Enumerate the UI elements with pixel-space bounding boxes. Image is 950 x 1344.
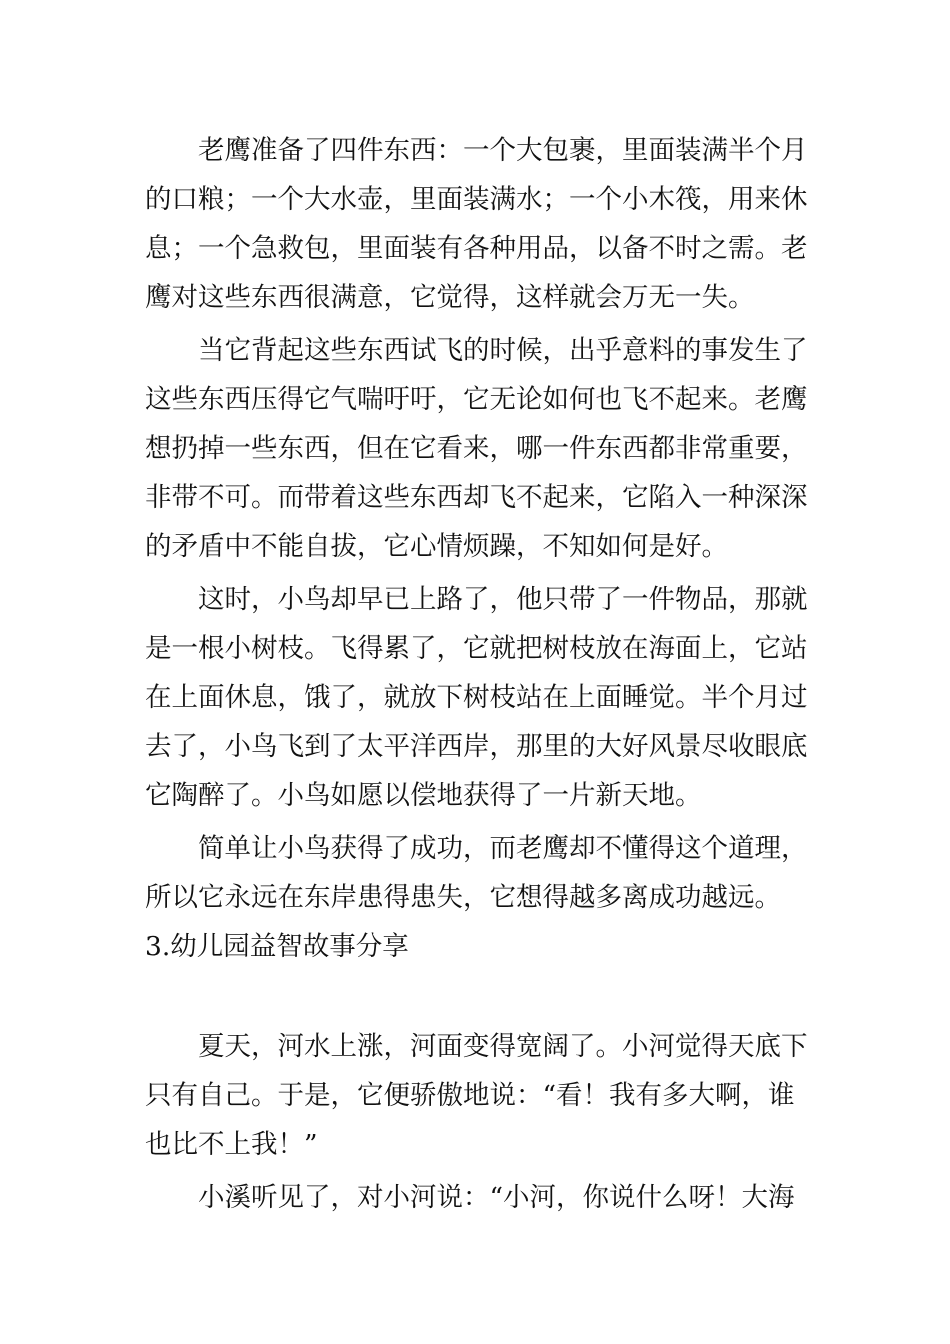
text-line: 也比不上我！”: [145, 1129, 318, 1160]
text-line: 在上面休息，饿了，就放下树枝站在上面睡觉。半个月过: [145, 682, 808, 713]
text-line: 老鹰准备了四件东西：一个大包裹，里面装满半个月: [198, 135, 808, 166]
text-line: 是一根小树枝。飞得累了，它就把树枝放在海面上，它站: [145, 633, 808, 664]
text-line: 的矛盾中不能自拔，它心情烦躁，不知如何是好。: [145, 531, 728, 562]
text-line: 这时，小鸟却早已上路了，他只带了一件物品，那就: [198, 584, 808, 615]
text-line: 夏天，河水上涨，河面变得宽阔了。小河觉得天底下: [198, 1031, 808, 1062]
text-line: 所以它永远在东岸患得患失，它想得越多离成功越远。: [145, 882, 781, 913]
text-line: 简单让小鸟获得了成功，而老鹰却不懂得这个道理，: [198, 833, 808, 864]
text-line: 它陶醉了。小鸟如愿以偿地获得了一片新天地。: [145, 780, 702, 811]
text-line: 鹰对这些东西很满意，它觉得，这样就会万无一失。: [145, 282, 755, 313]
text-line: 息；一个急救包，里面装有各种用品，以备不时之需。老: [145, 233, 808, 264]
text-line: 去了，小鸟飞到了太平洋西岸，那里的大好风景尽收眼底: [145, 731, 808, 762]
text-line: 非带不可。而带着这些东西却飞不起来，它陷入一种深深: [145, 482, 808, 513]
text-line: 只有自己。于是，它便骄傲地说：“看！我有多大啊，谁: [145, 1080, 795, 1111]
text-line: 想扔掉一些东西，但在它看来，哪一件东西都非常重要，: [145, 433, 808, 464]
section-heading: 3.幼儿园益智故事分享: [145, 931, 409, 962]
text-line: 的口粮；一个大水壶，里面装满水；一个小木筏，用来休: [145, 184, 808, 215]
text-line: 当它背起这些东西试飞的时候，出乎意料的事发生了: [198, 335, 808, 366]
text-line: 这些东西压得它气喘吁吁，它无论如何也飞不起来。老鹰: [145, 384, 808, 415]
text-line: 小溪听见了，对小河说：“小河，你说什么呀！大海: [198, 1182, 795, 1213]
